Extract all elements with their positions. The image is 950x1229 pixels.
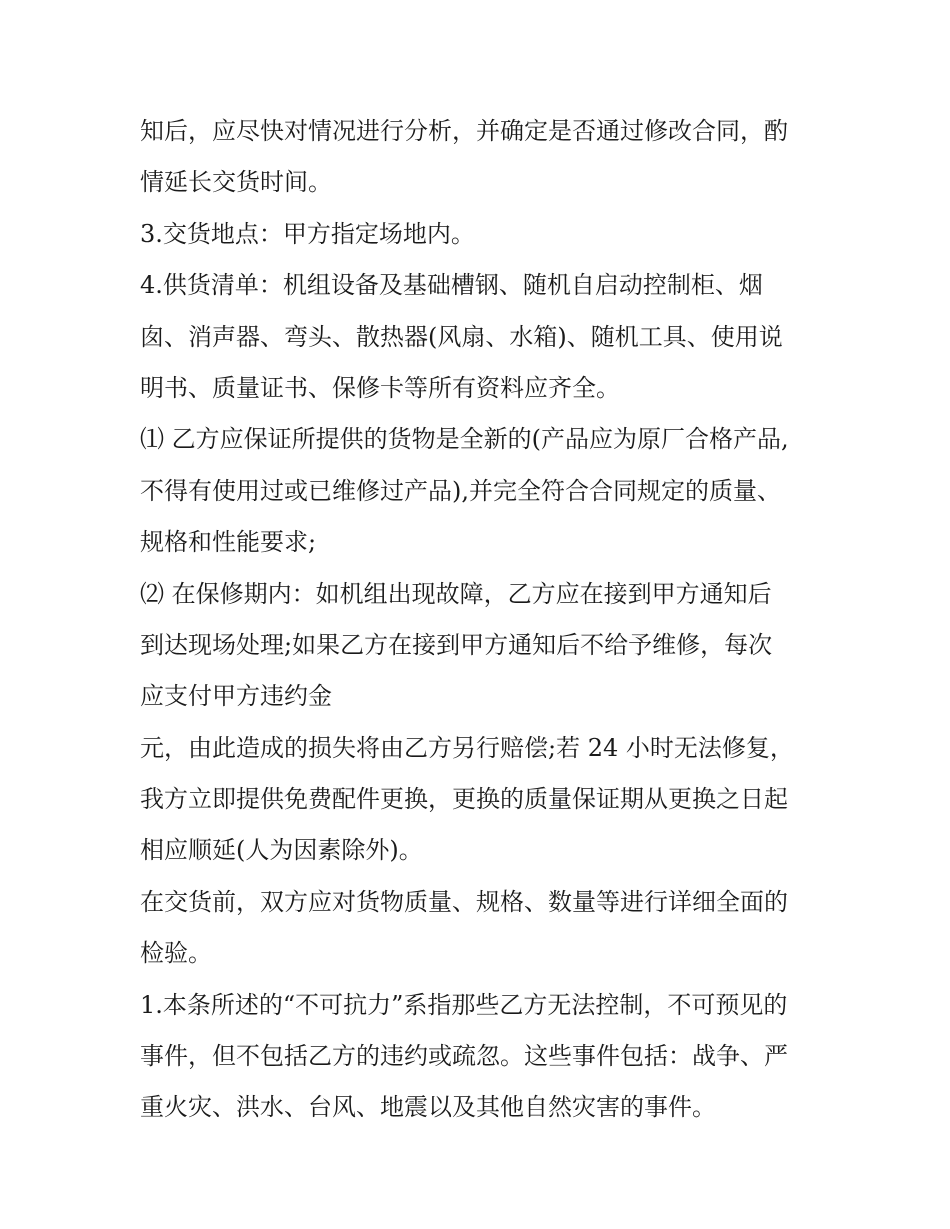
text-line: 相应顺延(人为因素除外)。 bbox=[140, 836, 423, 865]
text-line: 我方立即提供免费配件更换，更换的质量保证期从更换之日起 bbox=[140, 785, 788, 814]
text-line: 应支付甲方违约金 bbox=[140, 682, 332, 711]
document-body bbox=[140, 106, 820, 1134]
text-line: 情延长交货时间。 bbox=[140, 168, 332, 197]
text-line: 重火灾、洪水、台风、地震以及其他自然灾害的事件。 bbox=[140, 1093, 716, 1122]
text-line: 事件，但不包括乙方的违约或疏忽。这些事件包括：战争、严 bbox=[140, 1042, 788, 1071]
text-line: 元，由此造成的损失将由乙方另行赔偿;若 24 小时无法修复， bbox=[140, 733, 794, 762]
text-line: 到达现场处理;如果乙方在接到甲方通知后不给予维修，每次 bbox=[140, 630, 773, 659]
text-line: 1.本条所述的“不可抗力”系指那些乙方无法控制，不可预见的 bbox=[140, 990, 788, 1019]
text-line: 囱、消声器、弯头、散热器(风扇、水箱)、随机工具、使用说 bbox=[140, 322, 783, 351]
text-line: ⑵ 在保修期内：如机组出现故障，乙方应在接到甲方通知后 bbox=[140, 579, 772, 608]
text-line: 3.交货地点：甲方指定场地内。 bbox=[140, 219, 475, 248]
text-line: 规格和性能要求; bbox=[140, 528, 317, 557]
text-line: 检验。 bbox=[140, 939, 212, 968]
text-line: 知后，应尽快对情况进行分析，并确定是否通过修改合同，酌 bbox=[140, 117, 788, 145]
text-line: 4.供货清单：机组设备及基础槽钢、随机自启动控制柜、烟 bbox=[140, 271, 763, 300]
text-line: 在交货前，双方应对货物质量、规格、数量等进行详细全面的 bbox=[140, 887, 788, 916]
text-line: 明书、质量证书、保修卡等所有资料应齐全。 bbox=[140, 373, 620, 402]
text-line: 不得有使用过或已维修过产品),并完全符合合同规定的质量、 bbox=[140, 476, 781, 505]
text-line: ⑴ 乙方应保证所提供的货物是全新的(产品应为原厂合格产品, bbox=[140, 425, 789, 454]
